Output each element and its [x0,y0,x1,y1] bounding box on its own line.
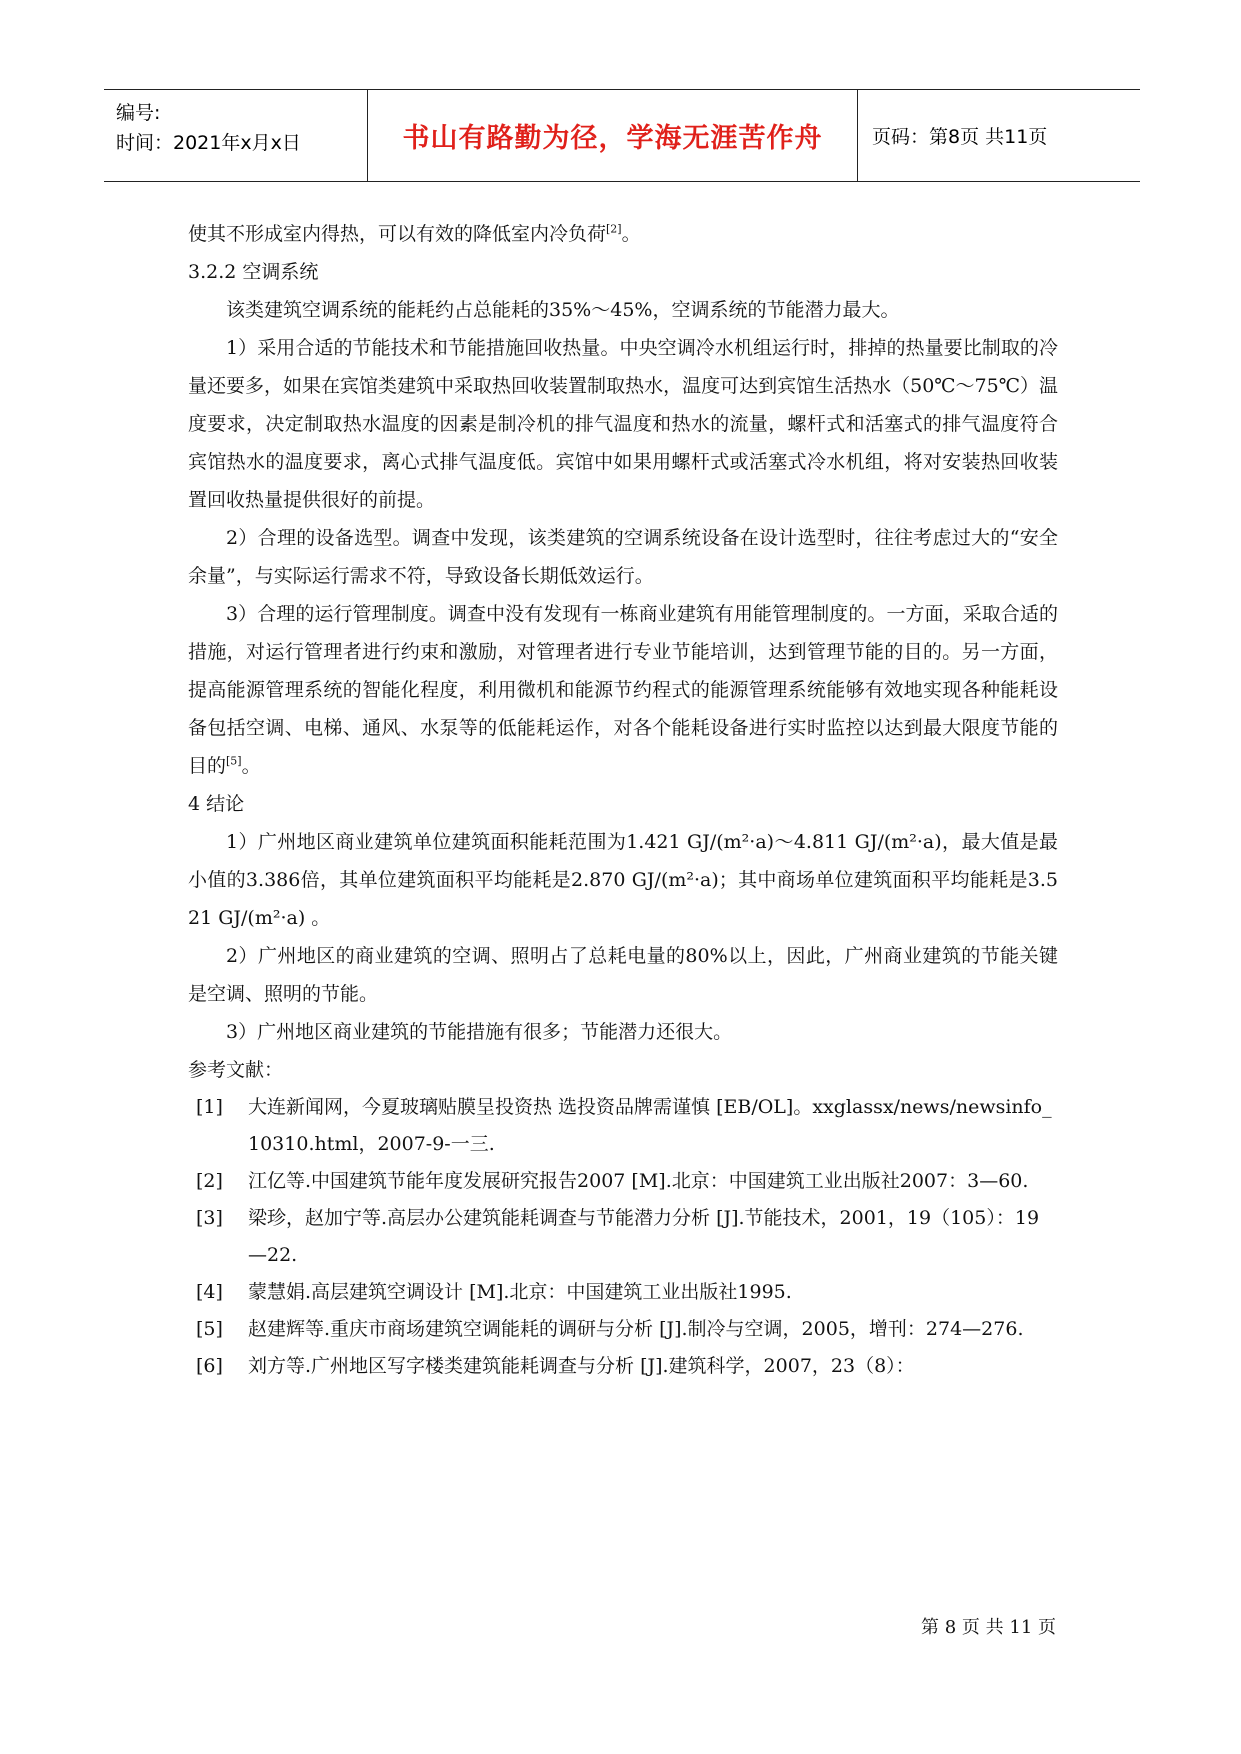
paragraph-energy-share: 该类建筑空调系统的能耗约占总能耗的35%～45%，空调系统的节能潜力最大。 [226,299,900,321]
references-title: 参考文献： [188,1059,284,1081]
header-motto-cell [368,90,858,181]
section-heading-conclusion: 4 结论 [188,793,245,815]
paragraph-heat-recovery: 1）采用合适的节能技术和节能措施回收热量。中央空调冷水机组运行时，排掉的热量要比制取的冷量还要多，如果在宾馆类建筑中采取热回收装置制取热水，温度可达到宾馆生活热水（50℃～75℃）温度要求，决定制取热水温度的因素是制冷机的排气温度和热水的流量，螺杆式和活塞式的排气温度符合宾馆热水的温度要求，离心式排气温度低。宾馆中如果用螺杆式或活塞式冷水机组，将对安装热回收装置回收热量提供很好的前提。 [188,337,1058,511]
time-label: 时间：2021年x月x日 [116,132,301,154]
header-right-cell [858,90,1140,181]
citation-5: [5] [226,754,242,768]
header-left-cell [104,90,368,181]
paragraph-equipment-selection: 2）合理的设备选型。调查中发现，该类建筑的空调系统设备在设计选型时，往往考虑过大的“安全余量”，与实际运行需求不符，导致设备长期低效运行。 [188,527,1058,587]
conclusion-1: 1）广州地区商业建筑单位建筑面积能耗范围为1.421 GJ/(m²·a)～4.811 GJ/(m²·a)，最大值是最小值的3.386倍，其单位建筑面积平均能耗是2.870 GJ/(m²·a)；其中商场单位建筑面积平均能耗是3.521 GJ/(m²·a) 。 [188,831,1058,929]
document-body [188,215,1058,1385]
section-heading-3-2-2: 3.2.2 空调系统 [188,261,319,283]
conclusion-2: 2）广州地区的商业建筑的空调、照明占了总耗电量的80%以上，因此，广州商业建筑的节能关键是空调、照明的节能。 [188,945,1058,1005]
paragraph-intro: 使其不形成室内得热，可以有效的降低室内冷负荷[2]。 [188,222,641,245]
reference-item: [1] 大连新闻网，今夏玻璃贴膜呈投资热 选投资品牌需谨慎 [EB/OL]。xxglassx/news/newsinfo_10310.html，2007-9-一三. [196,1096,1052,1155]
citation-2: [2] [606,222,622,236]
reference-item: [3] 梁珍，赵加宁等.高层办公建筑能耗调查与节能潜力分析 [J].节能技术，2001，19（105）：19—22. [196,1207,1040,1266]
reference-item: [2] 江亿等.中国建筑节能年度发展研究报告2007 [M].北京：中国建筑工业出版社2007：3—60. [196,1170,1029,1192]
page-header [104,89,1140,182]
page-code: 页码：第8页 共11页 [872,126,1048,148]
page-footer: 第 8 页 共 11 页 [921,1617,1056,1638]
motto-text: 书山有路勤为径，学海无涯苦作舟 [402,123,823,154]
reference-item: [4] 蒙慧娟.高层建筑空调设计 [M].北京：中国建筑工业出版社1995. [196,1281,792,1303]
number-label: 编号: [116,102,161,124]
paragraph-management: 3）合理的运行管理制度。调查中没有发现有一栋商业建筑有用能管理制度的。一方面，采取合适的措施，对运行管理者进行约束和激励，对管理者进行专业节能培训，达到管理节能的目的。另一方面，提高能源管理系统的智能化程度，利用微机和能源节约程式的能源管理系统能够有效地实现各种能耗设备包括空调、电梯、通风、水泵等的低能耗运作，对各个能耗设备进行实时监控以达到最大限度节能的目的[5]。 [188,603,1058,777]
reference-item: [6] 刘方等.广州地区写字楼类建筑能耗调查与分析 [J].建筑科学，2007，23（8）： [196,1355,915,1377]
reference-list [188,1089,1058,1385]
conclusion-3: 3）广州地区商业建筑的节能措施有很多；节能潜力还很大。 [226,1021,733,1043]
reference-item: [5] 赵建辉等.重庆市商场建筑空调能耗的调研与分析 [J].制冷与空调，2005，增刊：274—276. [196,1318,1024,1340]
